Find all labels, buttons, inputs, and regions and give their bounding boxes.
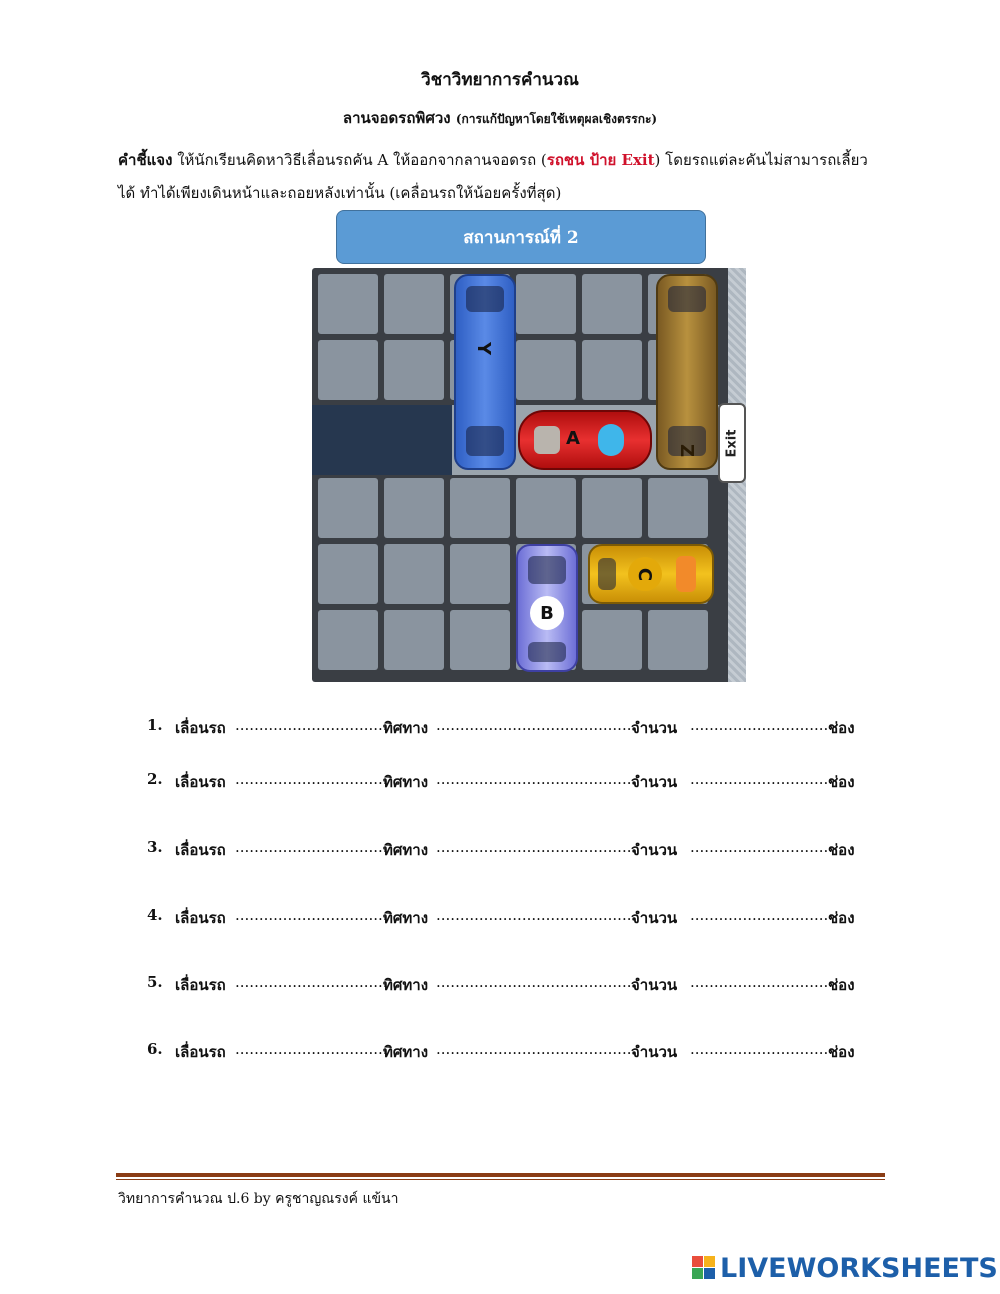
answer-row [147,973,867,999]
instructions-label: คำชี้แจง [118,151,173,169]
answer-row-move: เลื่อนรถ [175,841,226,859]
board-cell [516,478,576,538]
car-z-label: Z [676,443,698,458]
answer-blank[interactable]: ................................ [235,906,388,924]
footer-rule-thin [116,1179,885,1180]
worksheet-subtitle [0,106,1000,130]
car-a-windshield [598,424,624,456]
answer-row-num: 5. [147,973,163,991]
answer-blank[interactable]: .......................................... [436,1040,637,1058]
answer-row-num: 3. [147,838,163,856]
car-a-label: A [566,428,580,449]
answer-row [147,716,867,742]
footer-rule [116,1173,885,1177]
parking-board [312,268,746,682]
answer-row-unit: ช่อง [828,841,855,859]
subtitle-main: ลานจอดรถพิศวง [342,109,451,127]
liveworksheets-brand[interactable] [692,1252,998,1284]
answer-row-dir: ทิศทาง [383,976,429,994]
car-b-badge [530,596,564,630]
board-cell [648,478,708,538]
answer-row-dir: ทิศทาง [383,909,429,927]
answer-row-unit: ช่อง [828,909,855,927]
car-y-label: Y [473,341,495,356]
answer-blank[interactable]: .......................................... [436,770,637,788]
car-c-rear-window [598,558,616,590]
scenario-banner [336,210,706,264]
car-b-rear-window [528,642,566,662]
car-y[interactable] [454,274,516,470]
board-cell [648,610,708,670]
board-cell [318,478,378,538]
board-cell [582,340,642,400]
board-cell [582,610,642,670]
answer-row-dir: ทิศทาง [383,1043,429,1061]
answer-row-count: จำนวน [631,773,678,791]
answer-blank[interactable]: .......................................... [436,838,637,856]
answer-row [147,1040,867,1066]
answer-blank[interactable]: .......................................... [436,716,637,734]
answer-row-unit: ช่อง [828,976,855,994]
board-cell [318,544,378,604]
answer-blank[interactable]: ................................ [235,838,388,856]
answer-row-count: จำนวน [631,909,678,927]
answer-blank[interactable]: ................................ [235,716,388,734]
board-cell [516,274,576,334]
instructions [118,144,878,210]
liveworksheets-wordmark: LIVEWORKSHEETS [720,1252,998,1284]
answer-blank[interactable]: .............................. [690,838,834,856]
car-c-hood [676,556,696,592]
answer-row-count: จำนวน [631,976,678,994]
instructions-text-2: ) โดยรถแต่ละคันไม่สามารถเลี้ยวได้ ทำได้เพียงเดินหน้าและถอยหลังเท่านั้น (เคลื่อนรถให้น้อยครั้งที่สุด) [118,151,868,202]
car-z-window [668,286,706,312]
answer-blank[interactable]: ................................ [235,1040,388,1058]
car-c[interactable] [588,544,714,604]
exit-label: Exit [724,429,740,457]
car-b-label: B [540,602,554,624]
subtitle-note: (การแก้ปัญหาโดยใช้เหตุผลเชิงตรรกะ) [455,112,658,126]
board-cell [516,340,576,400]
answer-blank[interactable]: .............................. [690,906,834,924]
board-cell [384,478,444,538]
answer-row-unit: ช่อง [828,1043,855,1061]
answer-blank[interactable]: .............................. [690,716,834,734]
answer-blank[interactable]: .............................. [690,1040,834,1058]
answer-row-count: จำนวน [631,719,678,737]
answer-blank[interactable]: ................................ [235,770,388,788]
answer-row-dir: ทิศทาง [383,841,429,859]
answer-row-num: 4. [147,906,163,924]
answer-row-num: 1. [147,716,163,734]
board-cell [384,340,444,400]
exit-sign [718,403,746,483]
board-cell [450,610,510,670]
board-cell [384,610,444,670]
answer-row-num: 2. [147,770,163,788]
answer-row-unit: ช่อง [828,719,855,737]
car-c-label: C [634,567,656,581]
board-cell [450,544,510,604]
answer-blank[interactable]: .............................. [690,770,834,788]
answer-row-num: 6. [147,1040,163,1058]
answer-row-dir: ทิศทาง [383,719,429,737]
board-cell [318,610,378,670]
exit-road [312,405,452,475]
board-cell [384,274,444,334]
board-cell [384,544,444,604]
answer-row-unit: ช่อง [828,773,855,791]
answer-row [147,906,867,932]
car-a-rear-window [534,426,560,454]
answer-row-move: เลื่อนรถ [175,719,226,737]
answer-blank[interactable]: ................................ [235,973,388,991]
scenario-title: สถานการณ์ที่ 2 [463,227,579,248]
board-cell [582,478,642,538]
answer-row-dir: ทิศทาง [383,773,429,791]
car-b-windshield [528,556,566,584]
car-a[interactable] [518,410,652,470]
answer-blank[interactable]: .......................................... [436,973,637,991]
car-c-badge [628,557,662,591]
worksheet-title: วิชาวิทยาการคำนวณ [421,70,579,90]
liveworksheets-logo-icon [692,1256,716,1280]
answer-row [147,838,867,864]
car-y-window [466,286,504,312]
board-cell [318,340,378,400]
car-y-rear-window [466,426,504,456]
answer-row-move: เลื่อนรถ [175,909,226,927]
instructions-text-1: ให้นักเรียนคิดหาวิธีเลื่อนรถคัน A ให้ออกจากลานจอดรถ ( [172,151,547,169]
answer-blank[interactable]: .............................. [690,973,834,991]
board-cell [450,478,510,538]
board-cell [582,274,642,334]
board-cell [318,274,378,334]
answer-row-count: จำนวน [631,841,678,859]
answer-row [147,770,867,796]
footer-credit: วิทยาการคำนวณ ป.6 by ครูชาญณรงค์ แข้นา [118,1191,399,1207]
answer-row-move: เลื่อนรถ [175,773,226,791]
answer-row-move: เลื่อนรถ [175,976,226,994]
car-b[interactable] [516,544,578,672]
instructions-highlight: รถชน ป้าย Exit [546,151,655,169]
answer-row-count: จำนวน [631,1043,678,1061]
answer-blank[interactable]: .......................................... [436,906,637,924]
answer-row-move: เลื่อนรถ [175,1043,226,1061]
car-z[interactable] [656,274,718,470]
